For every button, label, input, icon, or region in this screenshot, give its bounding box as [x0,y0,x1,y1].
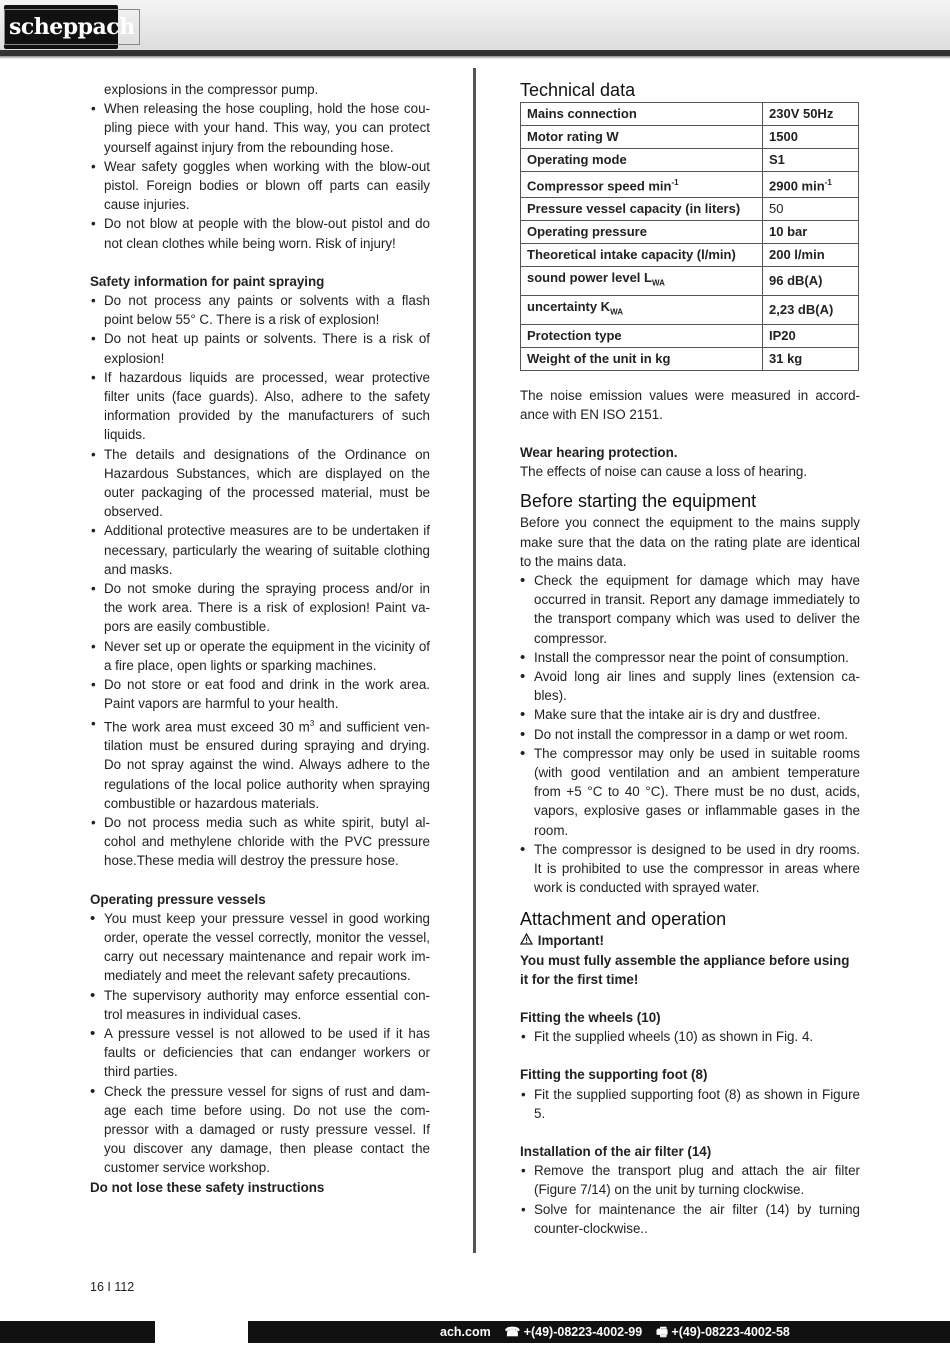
list-item: • Do not process any paints or solvents with a flash point below 55° C. There is a risk of explosion! [90,291,430,329]
list-item: • Check the pressure vessel for signs of rust and damage each time before using. Do not use the compressor with a damaged or rusty pressure vessel. If you discover any damage, then please contact the customer service workshop. [90,1082,430,1178]
header-shadow [0,56,950,59]
phone-number: +(49)-08223-4002-99 [523,1325,643,1339]
before-starting-intro: Before you connect the equipment to the mains supply make sure that the data on the rating plate are identical to the mains data. [520,515,860,569]
hearing-heading: Wear hearing protection. [520,444,678,460]
wheels-list [520,1027,860,1046]
footer-gap [155,1321,248,1343]
assemble-note: You must fully assemble the appliance before using it for the first time! [520,952,850,987]
page-number: 16 I 112 [90,1280,135,1294]
warning-icon [520,931,534,950]
paint-bullet-list [90,291,430,871]
table-row: Theoretical intake capacity (l/min) 200 l/min [521,244,859,267]
fax-icon: 🖷 [656,1325,668,1339]
filter-list [520,1161,860,1238]
technical-data-title: Technical data [520,80,636,100]
important-note: Important! [520,931,860,950]
noise-note: The noise emission values were measured in accordance with EN ISO 2151. [520,387,860,422]
list-item: • The compressor may only be used in suitable rooms (with good ventilation and an ambient temperature from +5 °C to 40 °C). There must be no dust, acids, vapors, explosive gases or inflammable gases in the room. [520,744,860,840]
table-row: Protection type IP20 [521,324,859,347]
list-item: • Do not store or eat food and drink in the work area. Paint vapors are harmful to your health. [90,675,430,713]
list-item: • Remove the transport plug and attach the air filter (Figure 7/14) on the unit by turning clockwise. [520,1161,860,1199]
before-starting-title: Before starting the equipment [520,491,757,512]
hearing-text: The effects of noise can cause a loss of hearing. [520,464,808,480]
list-item: • If hazardous liquids are processed, wear protective filter units (face guards). Also, adhere to the safety information provided by the manufacturers of such liquids. [90,368,430,445]
list-item: • Fit the supplied wheels (10) as shown in Fig. 4. [520,1027,860,1046]
list-item: • Check the equipment for damage which may have occurred in transit. Report any damage immediately to the transport company which was used to deliver the compressor. [520,571,860,648]
list-item: • Wear safety goggles when working with the blow-out pistol. Foreign bodies or blown off parts can easily cause injuries. [90,157,430,215]
before-starting-list [520,571,860,897]
website-text: ach.com [440,1325,491,1339]
table-row: Operating pressure 10 bar [521,221,859,244]
table-row: Compressor speed $\min^{-1}$ 2900 $\min^{-1}$ [521,172,859,198]
table-row: sound power level $L_{WA}$ 96 dB(A) [521,267,859,296]
list-item: • The compressor is designed to be used in dry rooms. It is prohibited to use the compressor in areas where work is conducted with sprayed water. [520,840,860,898]
list-item: • When releasing the hose coupling, hold the hose coupling piece with your hand. This way, you can protect yourself against injury from the rebounding hose. [90,99,430,157]
list-item: • A pressure vessel is not allowed to be used if it has faults or deficiencies that can endanger workers or third parties. [90,1024,430,1082]
pressure-bullet-list [90,909,430,1178]
fax-number: +(49)-08223-4002-58 [671,1325,790,1339]
safety-closing-note: Do not lose these safety instructions [90,1179,325,1195]
page-header [0,0,950,52]
list-item: • Do not heat up paints or solvents. There is a risk of explosion! [90,329,430,367]
filter-heading: Installation of the air filter (14) [520,1144,712,1160]
attachment-title: Attachment and operation [520,909,727,930]
pressure-vessels-heading: Operating pressure vessels [90,891,266,907]
list-item: • You must keep your pressure vessel in good working order, operate the vessel correctly, monitor the vessel, carry out necessary maintenance and repair work immediately and meet the relevant safety precautions. [90,909,430,986]
table-row: Motor rating W 1500 [521,126,859,149]
list-item: • Do not install the compressor in a damp or wet room. [520,725,860,744]
logo-text: scheppach [4,9,140,45]
phone-icon: ☎ [504,1325,521,1339]
list-item: • The supervisory authority may enforce essential control measures in individual cases. [90,986,430,1024]
right-column [520,78,860,1238]
list-item: • Solve for maintenance the air filter (14) by turning counter-clockwise.. [520,1200,860,1238]
list-item: • Do not smoke during the spraying process and/or in the work area. There is a risk of explosion! Paint vapors are easily combustible. [90,579,430,637]
intro-bullet-list [90,99,430,253]
footer-contact [440,1321,790,1343]
list-item: • Never set up or operate the equipment in the vicinity of a fire place, open lights or sparking machines. [90,637,430,675]
list-item: • The details and designations of the Ordinance on Hazardous Substances, which are displayed on the outer packaging of the processed material, must be observed. [90,445,430,522]
table-row: Operating mode S1 [521,149,859,172]
list-item: • Additional protective measures are to be undertaken if necessary, particularly the wearing of suitable clothing and masks. [90,521,430,579]
foot-heading: Fitting the supporting foot (8) [520,1067,708,1083]
table-row: Mains connection 230V 50Hz [521,103,859,126]
list-item: • Make sure that the intake air is dry and dustfree. [520,705,860,724]
paint-spraying-heading: Safety information for paint spraying [90,273,325,289]
table-row: Pressure vessel capacity (in liters) 50 [521,198,859,221]
left-column [90,80,430,1197]
list-item: • Install the compressor near the point of consumption. [520,648,860,667]
foot-list [520,1085,860,1123]
technical-data-table [520,102,859,371]
table-row: uncertainty $K_{WA}$ 2,23 dB(A) [521,295,859,324]
list-item-work-area: • The work area must exceed 30 $m^3$ and sufficient ventilation must be ensured during spraying and drying. Do not spray against the wind. Always adhere to the regulations of the local police authority when spraying combustible or hazardous materials. [90,714,430,813]
column-divider [473,68,476,1253]
wheels-heading: Fitting the wheels (10) [520,1010,661,1025]
list-item: • Avoid long air lines and supply lines (extension cables). [520,667,860,705]
list-item: • Fit the supplied supporting foot (8) as shown in Figure 5. [520,1085,860,1123]
list-item: • Do not blow at people with the blow-out pistol and do not clean clothes while being worn. Risk of injury! [90,214,430,252]
table-row: Weight of the unit in kg 31 kg [521,347,859,370]
intro-continuation: explosions in the compressor pump. [104,82,319,97]
list-item: • Do not process media such as white spirit, butyl alcohol and methylene chloride with the PVC pressure hose.These media will destroy the pressure hose. [90,813,430,871]
brand-logo [4,5,135,49]
